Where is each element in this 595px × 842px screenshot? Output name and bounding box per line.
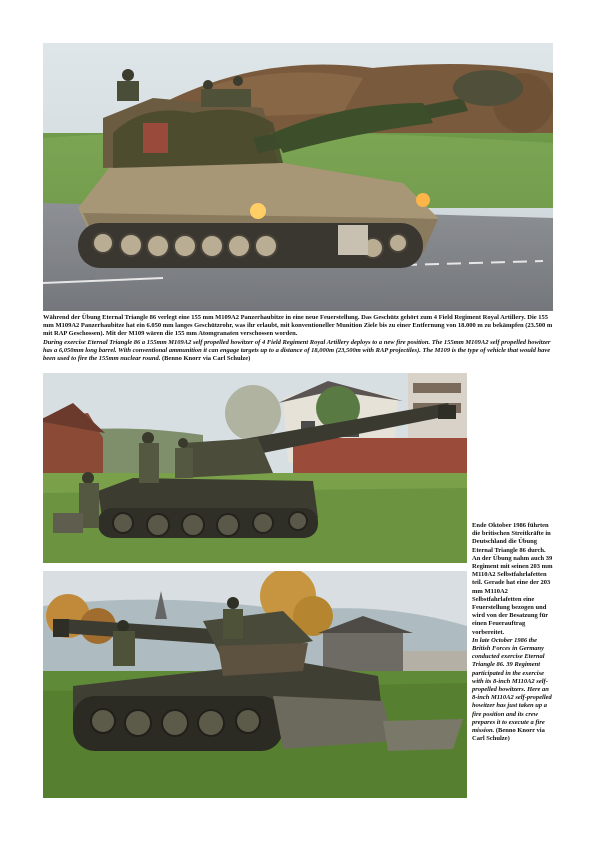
photo-m110a2-village (43, 373, 467, 563)
caption-top (43, 314, 553, 363)
caption-side-german: Ende Oktober 1986 führten die britischen Streitkräfte in Deutschland die Übung Eternal Triangle 86 durch. An der Übung nahm auch 39 Regiment mit seinen 203 mm M110A2 Selbstfahrlafetten teil. Gerade hat eine der 203 mm M110A2 Selbstfahrlafetten eine Feuerstellung bezogen und wird von der Besatzung für einen Feuerauftrag vorbereitet. (472, 522, 553, 636)
caption-top-german: Während der Übung Eternal Triangle 86 verlegt eine 155 mm M109A2 Panzerhaubitze in eine neue Feuerstellung. Das Geschütz gehört zum 4 Field Regiment Royal Artillery. Die 155 mm M109A2 Panzerhaubitze hat ein 6.050 mm langes Geschützrohr, was ihr erlaubt, mit konventioneller Munition Ziele bis zu einer Entfernung von 18.000 m zu bekämpfen (23.500 m mit RAP Geschossen). Mit der M109 wären die 155 mm Atomgranaten verschossen worden. (43, 314, 553, 338)
caption-side-english-text: In late October 1986 the British Forces in Germany conducted exercise Eternal Triangle 86. 39 Regiment participated in the exercise with its 8-inch M110A2 self-propelled howitzers. Here an 8-inch M110A2 self-propelled howitzer has just taken up a fire position and its crew prepares it to execute a fire mission. (472, 636, 552, 735)
caption-side-english (472, 637, 555, 744)
caption-side (472, 522, 555, 743)
caption-top-credit: (Benno Knorr via Carl Schulze) (162, 355, 251, 363)
photo-m110a2-fire-position (43, 571, 467, 798)
photo-m109a2-road (43, 43, 553, 311)
caption-side-credit: (Benno Knorr via Carl Schulze) (472, 727, 545, 743)
caption-top-english-text: During exercise Eternal Triangle 86 a 155mm M109A2 self propelled howitzer of 4 Field Regiment Royal Artillery deploys to a new fire position. The 155mm M109A2 self propelled howitzer has a 6,050mm long barrel. With conventional ammunition it can engage targets up to a distance of 18,000m (23,500m with RAP projectiles). The M109 is the type of vehicle that would have been used to fire the 155mm nuclear round. (43, 338, 551, 363)
caption-top-english (43, 339, 553, 364)
